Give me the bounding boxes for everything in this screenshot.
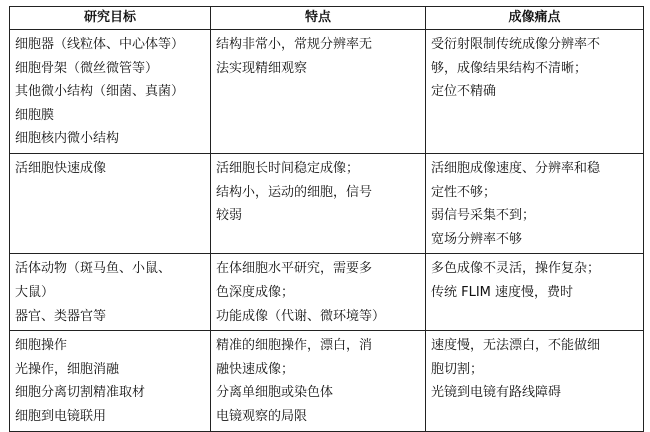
cell-line: 速度慢，无法漂白，不能做细 <box>431 338 601 354</box>
cell-line: 分离单细胞或染色体 <box>216 385 334 401</box>
pain-cell <box>426 153 644 253</box>
cell-line: 功能成像（代谢、微环境等） <box>216 308 386 324</box>
cell-line: 细胞膜 <box>15 107 55 123</box>
header-feature: 特点 <box>211 7 426 30</box>
cell-line: 宽场分辨率不够 <box>431 231 523 247</box>
cell-line: 胞切割； <box>431 361 484 377</box>
header-pain: 成像痛点 <box>426 7 644 30</box>
cell-line: 器官、类器官等 <box>15 308 107 324</box>
table-row <box>10 331 644 431</box>
header-goal: 研究目标 <box>10 7 211 30</box>
cell-line: 光镜到电镜有路线障碍 <box>431 385 562 401</box>
feature-cell <box>211 254 426 331</box>
cell-line: 传统 FLIM 速度慢，费时 <box>431 284 574 300</box>
goal-cell <box>10 254 211 331</box>
cell-line: 细胞器（线粒体、中心体等） <box>15 37 185 52</box>
feature-cell <box>211 153 426 253</box>
research-table <box>9 6 644 432</box>
table-row <box>10 153 644 253</box>
table-row <box>10 30 644 154</box>
cell-line: 大鼠） <box>15 284 55 300</box>
cell-line: 活细胞成像速度、分辨率和稳 <box>431 160 601 176</box>
pain-cell <box>426 254 644 331</box>
cell-line: 融快速成像； <box>216 361 295 377</box>
goal-cell <box>10 153 211 253</box>
cell-line: 结构小，运动的细胞，信号 <box>216 184 373 200</box>
cell-line: 法实现精细观察 <box>216 60 308 76</box>
pain-cell <box>426 331 644 431</box>
cell-line: 定性不够； <box>431 184 497 200</box>
cell-line: 多色成像不灵活，操作复杂； <box>431 261 601 277</box>
cell-line: 细胞分离切割精准取材 <box>15 385 146 401</box>
feature-cell <box>211 30 426 154</box>
cell-line: 活细胞长时间稳定成像； <box>216 160 360 176</box>
pain-cell <box>426 30 644 154</box>
table-row <box>10 254 644 331</box>
feature-cell <box>211 331 426 431</box>
cell-line: 电镜观察的局限 <box>216 408 308 424</box>
goal-cell <box>10 331 211 431</box>
cell-line: 色深度成像； <box>216 284 295 300</box>
cell-line: 细胞到电镜联用 <box>15 408 107 424</box>
cell-line: 定位不精确 <box>431 84 497 100</box>
cell-line: 细胞操作 <box>15 338 68 354</box>
header-row <box>10 7 644 30</box>
cell-line: 其他微小结构（细菌、真菌） <box>15 84 185 100</box>
cell-line: 活体动物（斑马鱼、小鼠、 <box>15 261 172 277</box>
cell-line: 精准的细胞操作，漂白，消 <box>216 338 373 354</box>
cell-line: 细胞核内微小结构 <box>15 131 120 147</box>
cell-line: 够，成像结果结构不清晰； <box>431 60 588 76</box>
cell-line: 光操作，细胞消融 <box>15 361 120 377</box>
cell-line: 活细胞快速成像 <box>15 160 107 176</box>
goal-cell <box>10 30 211 154</box>
cell-line: 细胞骨架（微丝微管等） <box>15 60 159 76</box>
cell-line: 受衍射限制传统成像分辨率不 <box>431 37 601 52</box>
cell-line: 在体细胞水平研究，需要多 <box>216 261 373 277</box>
cell-line: 弱信号采集不到； <box>431 208 536 224</box>
cell-line: 结构非常小，常规分辨率无 <box>216 37 373 52</box>
cell-line: 较弱 <box>216 208 243 224</box>
